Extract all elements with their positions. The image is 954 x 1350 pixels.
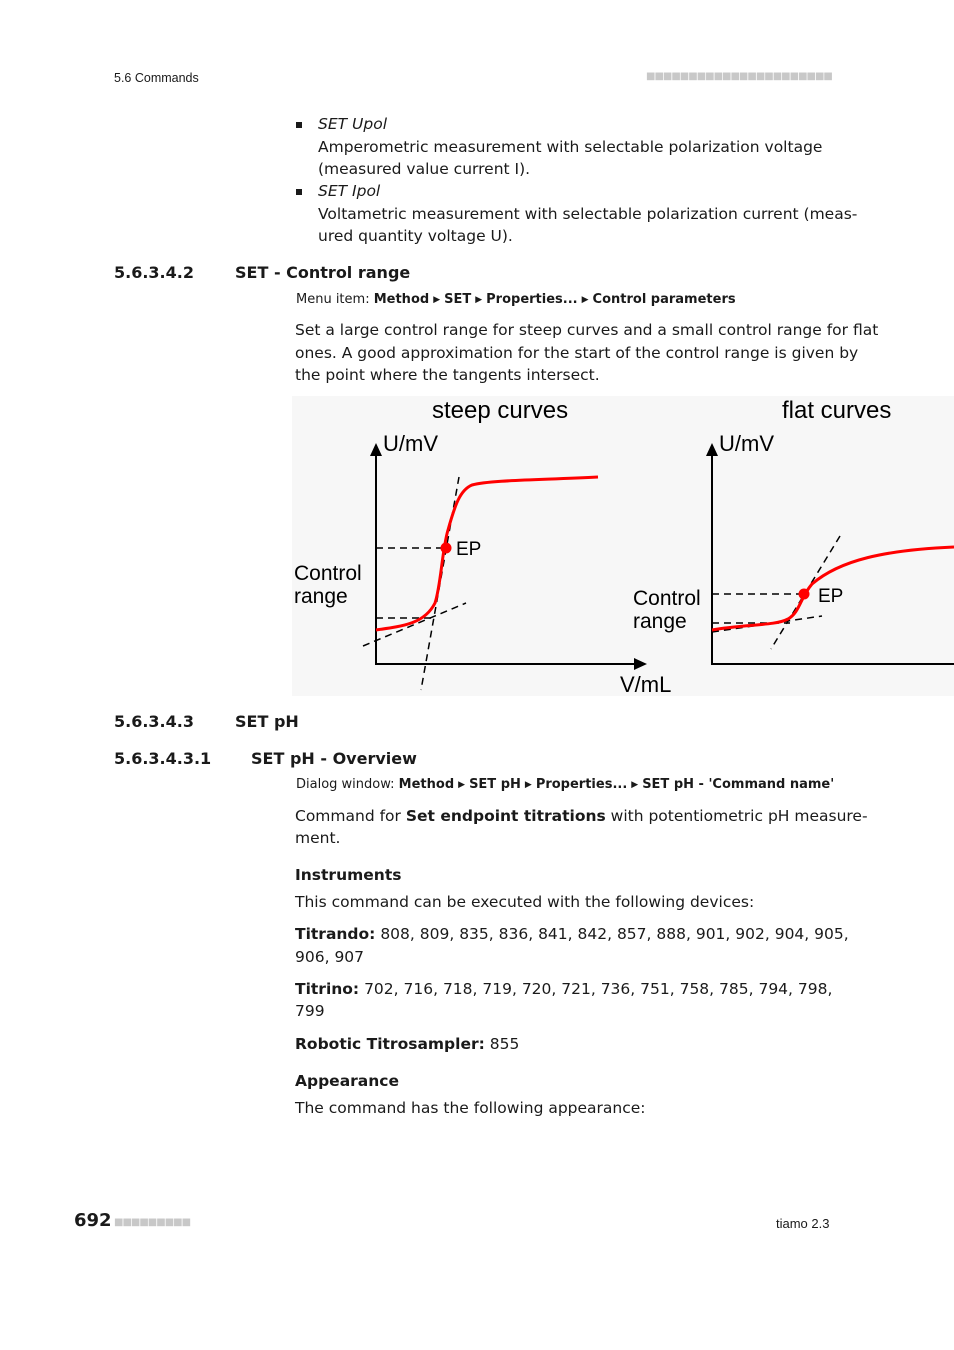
titrino-line [295,978,832,1001]
dialog-path-item: Properties... [535,777,628,792]
appearance-heading: Appearance [295,1072,399,1090]
control-range-figure [292,396,954,696]
section-number: 5.6.3.4.3 [114,712,194,731]
dialog-path-item: Method [398,777,455,792]
menu-path-item: Method [373,292,430,307]
menu-path-item: SET [444,292,472,307]
arrow-right-icon: ▶ [631,780,639,790]
titrando-models: 808, 809, 835, 836, 841, 842, 857, 888, 901, 902, 904, 905, [375,925,849,943]
dialog-path-prefix: Dialog window: [296,777,395,792]
y-axis-label: U/mV [383,431,438,456]
titrando-line [295,923,849,946]
titrino-label: Titrino: [295,980,360,998]
bullet-text: Voltametric measurement with selectable polarization current (meas- [318,205,858,223]
endpoint-marker [441,543,452,554]
paragraph-text: with potentiometric pH measure- [605,807,868,825]
footer-decoration: ■■■■■■■■■ [114,1217,191,1228]
running-header-decoration: ■■■■■■■■■■■■■■■■■■■■■■ [646,71,832,82]
section-title: SET pH [235,712,299,731]
menu-path [296,292,736,307]
bullet-marker [296,189,302,195]
control-range-label: range [294,585,348,608]
paragraph-emphasis: Set endpoint titrations [405,807,606,825]
arrow-right-icon: ▶ [581,295,589,305]
control-range-label: Control [633,587,701,610]
titrino-models: 702, 716, 718, 719, 720, 721, 736, 751, 758, 785, 794, 798, [359,980,833,998]
paragraph-line: the point where the tangents intersect. [295,366,600,384]
arrow-right-icon: ▶ [458,780,466,790]
control-range-label: range [633,610,687,633]
arrow-right-icon: ▶ [524,780,532,790]
y-axis-label: U/mV [719,431,774,456]
section-number: 5.6.3.4.3.1 [114,749,212,768]
titrino-models: 799 [295,1002,325,1020]
running-header-section: 5.6 Commands [114,71,199,85]
flat-curves-title: flat curves [782,397,892,424]
instruments-intro: This command can be executed with the following devices: [295,893,755,911]
paragraph-text: Command for [295,807,406,825]
section-title: SET - Control range [235,263,411,282]
dialog-path-item: SET pH [469,777,521,792]
steep-curves-title: steep curves [432,397,569,424]
robotic-line [295,1033,519,1056]
arrow-right-icon: ▶ [475,295,483,305]
control-range-label: Control [294,562,362,585]
menu-path-item: Control parameters [592,292,736,307]
arrow-right-icon: ▶ [433,295,441,305]
bullet-text: ured quantity voltage U). [318,227,513,245]
section-number: 5.6.3.4.2 [114,263,194,282]
bullet-title: SET Ipol [318,182,381,200]
dialog-path [296,777,834,792]
paragraph-line: ones. A good approximation for the start of the control range is given by [295,344,859,362]
product-name: tiamo 2.3 [776,1216,830,1231]
bullet-text: (measured value current I). [318,160,531,178]
menu-path-item: Properties... [486,292,578,307]
robotic-models: 855 [484,1035,520,1053]
robotic-label: Robotic Titrosampler: [295,1035,485,1053]
bullet-title: SET Upol [318,115,388,133]
appearance-text: The command has the following appearance: [295,1099,646,1117]
instruments-heading: Instruments [295,866,402,884]
endpoint-label: EP [818,586,844,607]
section-title: SET pH - Overview [251,749,417,768]
paragraph-line: Set a large control range for steep curves and a small control range for flat [295,321,879,339]
bullet-marker [296,122,302,128]
endpoint-marker [799,589,810,600]
paragraph-line [295,805,868,828]
titrando-label: Titrando: [295,925,376,943]
x-axis-label: V/mL [620,672,672,696]
dialog-path-item: SET pH - 'Command name' [642,777,835,792]
bullet-text: Amperometric measurement with selectable polarization voltage [318,138,823,156]
titrando-models: 906, 907 [295,948,365,966]
endpoint-label: EP [456,539,482,560]
paragraph-line: ment. [295,829,341,847]
menu-path-prefix: Menu item: [296,292,370,307]
page-number: 692 [74,1210,112,1231]
